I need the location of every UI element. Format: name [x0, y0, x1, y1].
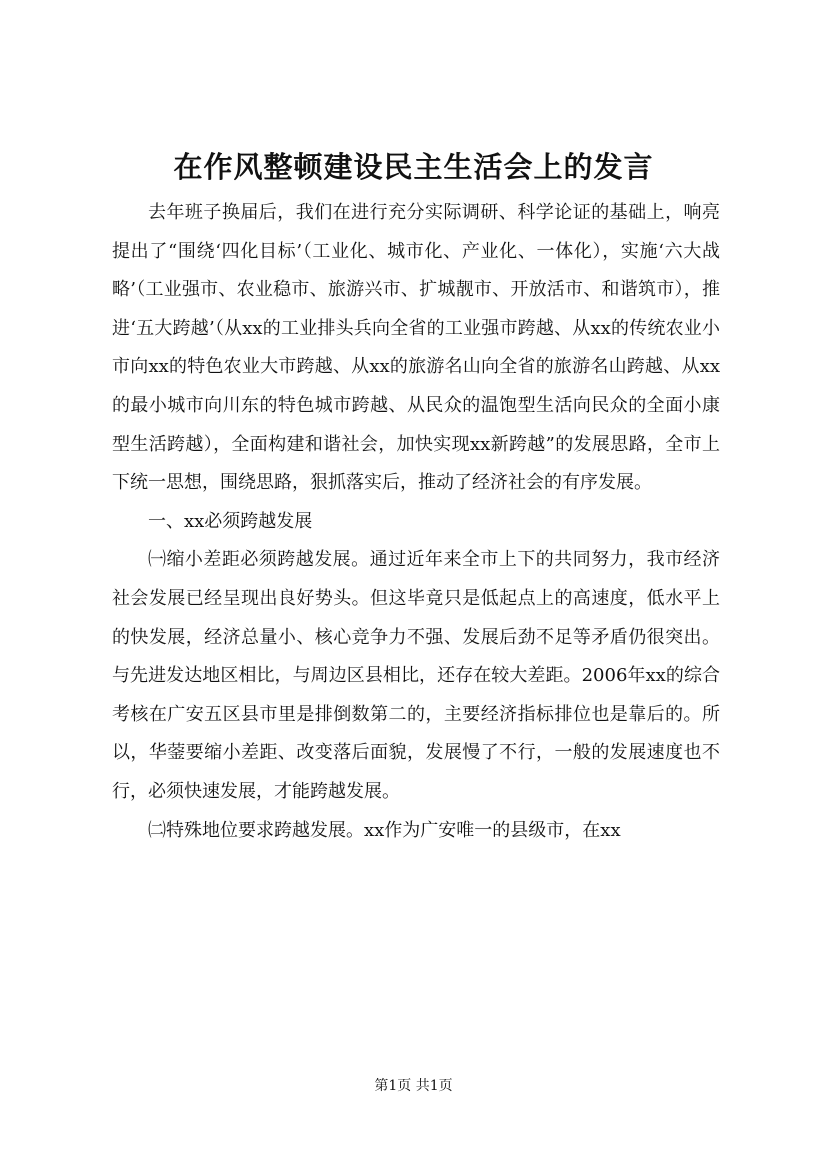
page-footer: 第1页 共1页 [374, 1078, 453, 1094]
paragraph-narrow-gap: ㈠缩小差距必须跨越发展。通过近年来全市上下的共同努力，我市经济社会发展已经呈现出良好势头。但这毕竟只是低起点上的高速度，低水平上的快发展，经济总量小、核心竞争力不强、发展后劲不足等矛盾仍很突出。与先进发达地区相比，与周边区县相比，还存在较大差距。2006年xx的综合考核在广安五区县市里是排倒数第二的，主要经济指标排位也是靠后的。所以，华蓥要缩小差距、改变落后面貌，发展慢了不行，一般的发展速度也不行，必须快速发展，才能跨越发展。 [112, 549, 720, 802]
paragraph-intro: 去年班子换届后，我们在进行充分实际调研、科学论证的基础上，响亮提出了“围绕‘四化目标’（工业化、城市化、产业化、一体化），实施‘六大战略’（工业强市、农业稳市、旅游兴市、扩城靓市、开放活市、和谐筑市），推进‘五大跨越’（从xx的工业排头兵向全省的工业强市跨越、从xx的传统农业小市向xx的特色农业大市跨越、从xx的旅游名山向全省的旅游名山跨越、从xx的最小城市向川东的特色城市跨越、从民众的温饱型生活向民众的全面小康型生活跨越），全面构建和谐社会，加快实现xx新跨越”的发展思路，全市上下统一思想，围绕思路，狠抓落实后，推动了经济社会的有序发展。 [112, 202, 720, 494]
document-body [112, 194, 720, 850]
section-heading: 一、xx必须跨越发展 [148, 510, 313, 532]
page-title: 在作风整顿建设民主生活会上的发言 [173, 150, 654, 184]
paragraph-special-position: ㈡特殊地位要求跨越发展。xx作为广安唯一的县级市，在xx [148, 819, 621, 841]
